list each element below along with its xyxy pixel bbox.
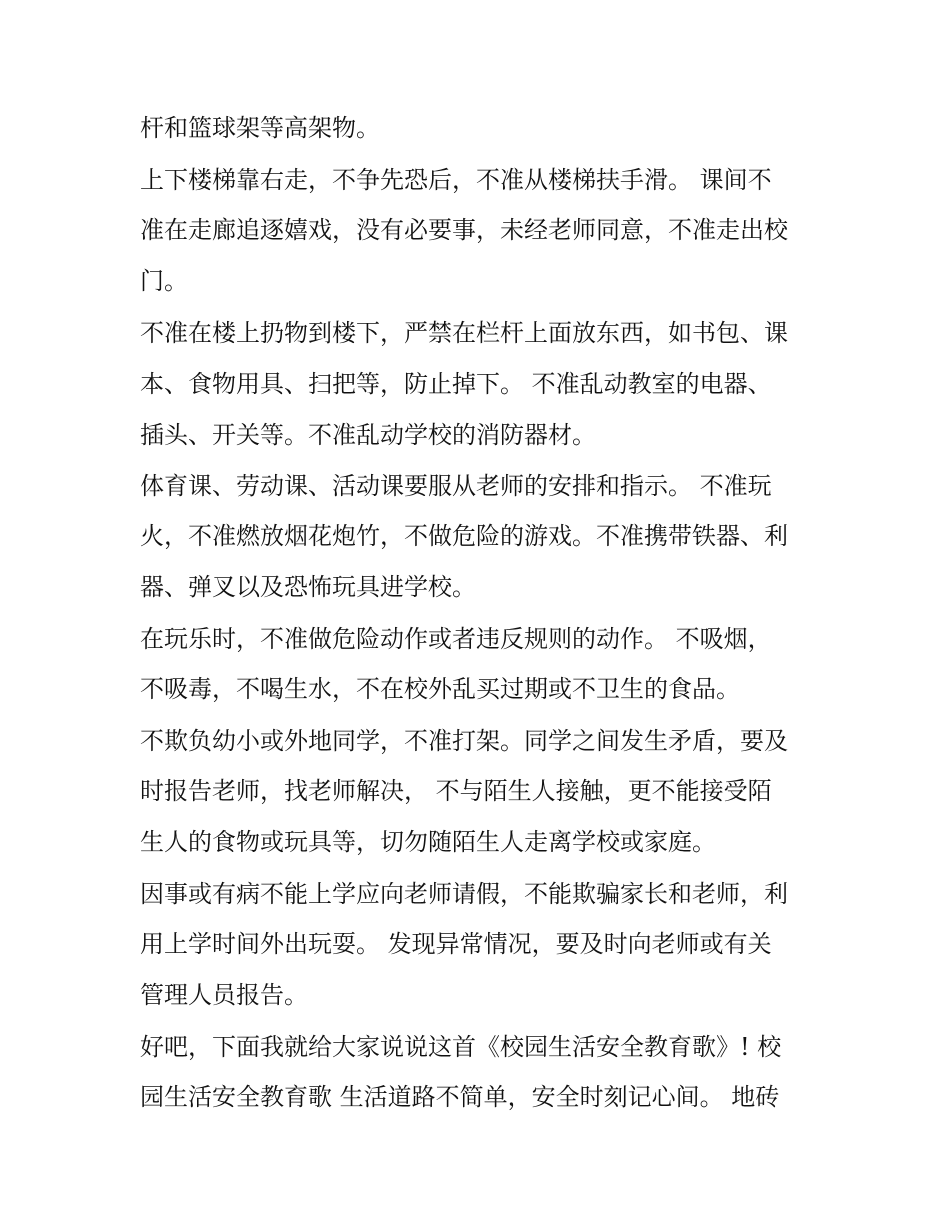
text-line: 门。 (140, 267, 188, 295)
text-line: 器、弹叉以及恐怖玩具进学校。 (140, 573, 476, 601)
text-line: 插头、开关等。不准乱动学校的消防器材。 (140, 421, 596, 449)
text-line: 用上学时间外出玩耍。 发现异常情况，要及时向老师或有关 (140, 930, 772, 958)
text-line: 在玩乐时，不准做危险动作或者违反规则的动作。 不吸烟， (140, 625, 772, 653)
text-line: 本、食物用具、扫把等，防止掉下。 不准乱动教室的电器、 (140, 370, 772, 398)
text-line: 不吸毒，不喝生水，不在校外乱买过期或不卫生的食品。 (140, 675, 740, 703)
text-line: 生人的食物或玩具等，切勿随陌生人走离学校或家庭。 (140, 828, 716, 856)
text-line: 不欺负幼小或外地同学，不准打架。同学之间发生矛盾，要及 (140, 727, 788, 755)
text-line: 体育课、劳动课、活动课要服从老师的安排和指示。 不准玩 (140, 472, 772, 500)
text-line: 管理人员报告。 (140, 981, 308, 1009)
text-line: 准在走廊追逐嬉戏，没有必要事，未经老师同意，不准走出校 (140, 216, 788, 244)
text-line: 园生活安全教育歌 生活道路不简单，安全时刻记心间。 地砖 (140, 1083, 780, 1111)
text-line: 火，不准燃放烟花炮竹，不做危险的游戏。不准携带铁器、利 (140, 522, 788, 550)
text-line: 因事或有病不能上学应向老师请假，不能欺骗家长和老师，利 (140, 880, 788, 908)
text-line: 时报告老师，找老师解决， 不与陌生人接触，更不能接受陌 (140, 777, 772, 805)
text-line: 杆和篮球架等高架物。 (140, 114, 380, 142)
text-line: 不准在楼上扔物到楼下，严禁在栏杆上面放东西，如书包、课 (140, 319, 788, 347)
text-line: 好吧，下面我就给大家说说这首《校园生活安全教育歌》! 校 (140, 1033, 782, 1061)
text-line: 上下楼梯靠右走，不争先恐后，不准从楼梯扶手滑。 课间不 (140, 166, 772, 194)
